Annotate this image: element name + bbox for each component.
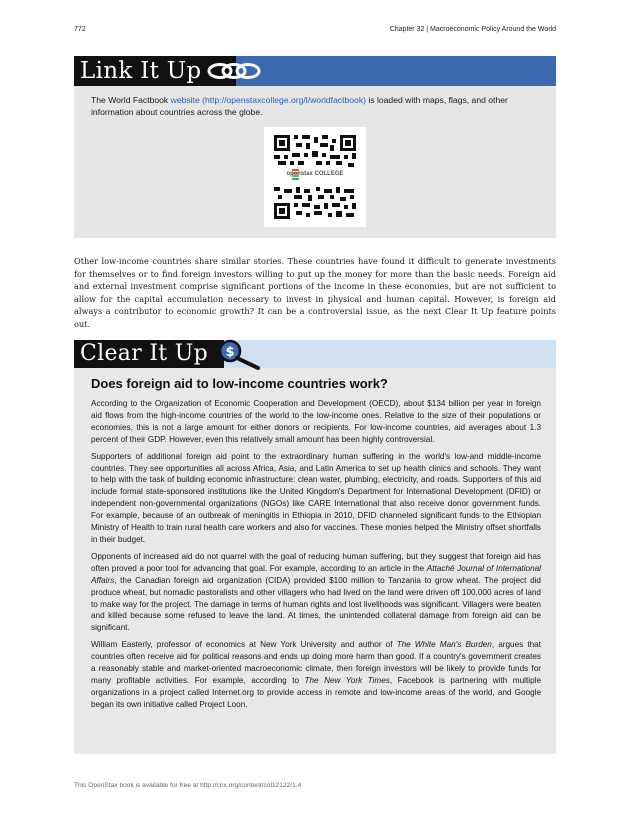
body-paragraph: Other low-income countries share similar stories. These countries have found it difficult to generate investments for themselves or to find foreign investors willing to put up the money for more than the basic needs. Foreign aid and external investment comprise significant portions of the income in these economies, but are not sufficient to allow for the capital accumulation necessary to invest in physical and human capital. However, is foreign aid always a contributor to economic growth? It can be a controversial issue, as the next Clear It Up feature points out. xyxy=(74,256,556,329)
link-it-up-box xyxy=(74,56,556,238)
chain-link-icon xyxy=(206,60,262,82)
clear-it-up-title: Clear It Up xyxy=(80,341,208,366)
clear-it-up-content xyxy=(91,398,541,716)
running-head: Chapter 32 | Macroeconomic Policy Around the World xyxy=(389,26,556,33)
clear-paragraph-2: Supporters of additional foreign aid point to the extraordinary human suffering in the world's low-and middle-income countries. They see opportunities all across Africa, Asia, and Latin America to set up health clinics and schools. They want to help with the task of building economic infrastructure: clean water, plumbing, electricity, and roads. Supporters of this aid include formal state-sponsored institutions like the United Kingdom's Department for International Development (DFID) or independent non-governmental organizations (NGOs) like CARE International that also receive donor government funds. For example, because of an outbreak of meningitis in Ethiopia in 2010, DFID channeled significant funds to the Ethiopian Ministry of Health to train rural health care workers and also for vaccines. These monies helped the Ministry offset shortfalls in their budget. xyxy=(91,451,541,544)
link-it-up-header xyxy=(74,56,556,86)
qr-code-pattern xyxy=(272,133,358,221)
clear-paragraph-3 xyxy=(91,551,541,634)
qr-code[interactable] xyxy=(264,127,366,227)
header-bar-blue xyxy=(236,56,556,86)
clear-paragraph-1: According to the Organization of Economic Cooperation and Development (OECD), about $134 billion per year in foreign aid flows from the high-income countries of the world to the low-income ones. Relative to the size of their populations or economies, this is not a large amount for either donors or recipients. For low-income countries, aid averages about 1.3 percent of their GDP. However, even this relatively small amount has been highly controversial. xyxy=(91,399,541,444)
p4-part-c: , Facebook is partnering with multiple organizations in a project called Internet.org to provide access in remote and low-income areas of the world, and Google began its own initiative called Project Loon. xyxy=(91,675,541,709)
link-it-up-title: Link It Up xyxy=(80,58,202,84)
p3-part-a: Opponents of increased aid do not quarrel with the goal of reducing human suffering, but they suggest that foreign aid has often proved a poor tool for advancing that goal. For example, according to an article in the xyxy=(91,551,541,573)
p4-part-b: , argues that countries often receive aid for political reasons and ends up doing more harm than good. If a country's government creates a reasonably stable and market-oriented macroeconomic climate, then foreign investors will be likely to provide funds for many profitable activities. For example, according to xyxy=(91,640,542,685)
qr-brand-label: openstax COLLEGE xyxy=(286,171,344,177)
link-it-up-text xyxy=(91,94,541,118)
world-factbook-link[interactable]: website (http://openstaxcollege.org/l/worldfactbook) xyxy=(170,95,366,105)
clear-it-up-heading: Does foreign aid to low-income countries work? xyxy=(91,376,388,391)
p4-newspaper-title: The New York Times xyxy=(304,675,390,685)
p4-book-title: The White Man's Burden xyxy=(396,640,492,650)
header-bar-light xyxy=(224,340,556,368)
svg-text:$: $ xyxy=(225,345,235,360)
p3-part-b: , the Canadian foreign aid organization (CIDA) provided $100 million to Tanzania to grow wheat. The project did produce wheat, but nomadic pastoralists and other villagers who had lived on the land were driven off 100,000 acres of land to make way for the project. The damage in terms of human rights and lost livelihoods was significant. Villagers were beaten and killed because some refused to leave the land. At times, the unintended collateral damage from foreign aid can be significant. xyxy=(91,575,541,633)
p3-journal-title: Attaché Journal of International Affairs xyxy=(91,563,541,585)
page-number: 772 xyxy=(74,26,86,33)
link-text-before: The World Factbook xyxy=(91,95,171,105)
clear-paragraph-4 xyxy=(91,639,541,710)
magnifier-dollar-icon xyxy=(216,338,264,370)
clear-it-up-box xyxy=(74,340,556,754)
link-text-after: is loaded with maps, flags, and other information about countries across the globe. xyxy=(91,95,508,117)
page-footer: This OpenStax book is available for free at http://cnx.org/content/col12122/1.4 xyxy=(74,782,302,789)
p4-part-a: William Easterly, professor of economics at New York University and author of xyxy=(91,640,397,650)
clear-it-up-header xyxy=(74,340,556,368)
